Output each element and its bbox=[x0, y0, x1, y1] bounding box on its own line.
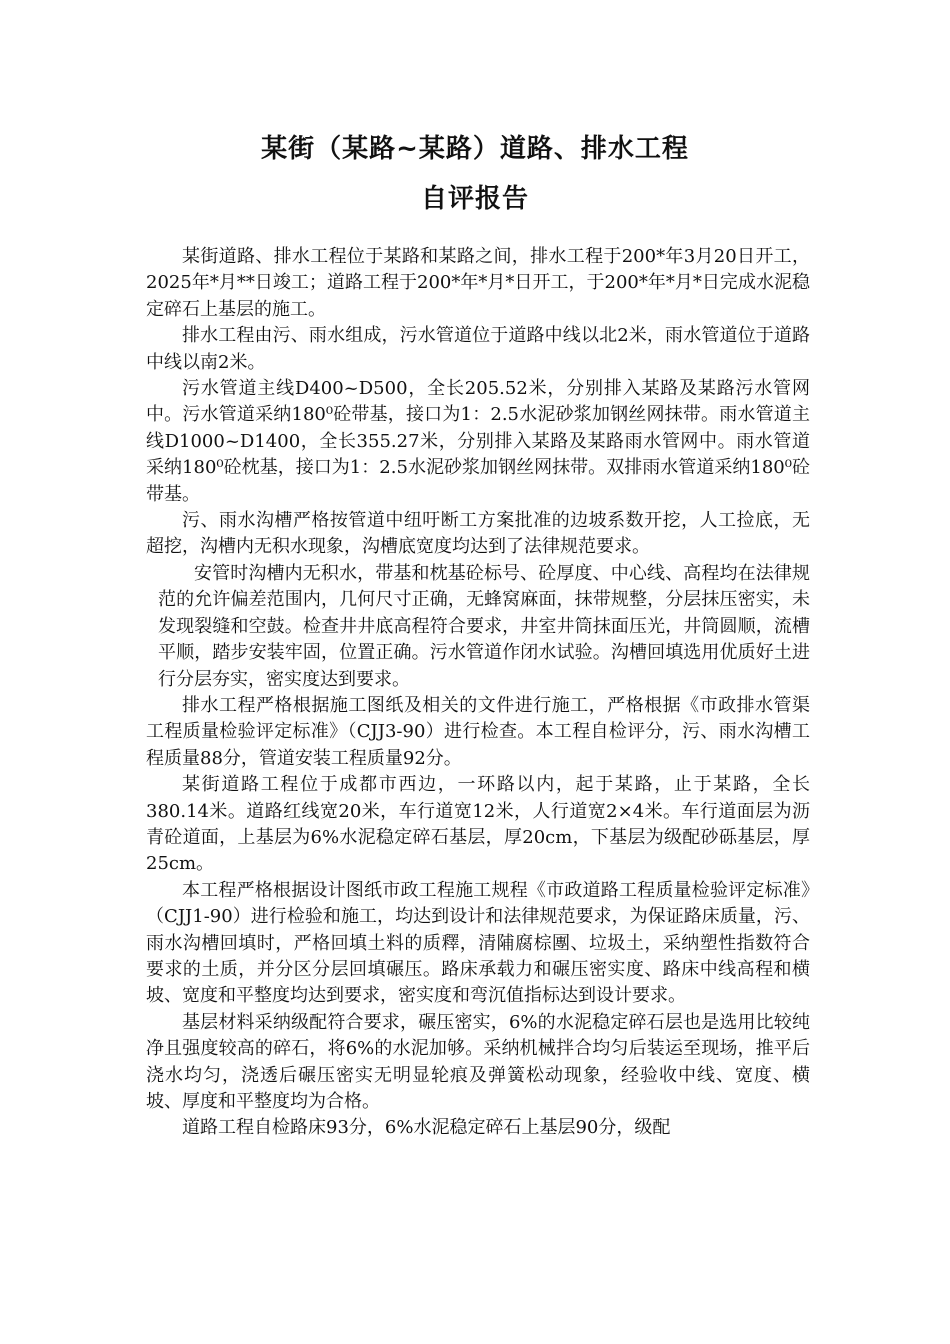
paragraph-drainage-composition: 排水工程由污、雨水组成，污水管道位于道路中线以北2米，雨水管道位于道路中线以南2米。 bbox=[146, 325, 810, 373]
document-subtitle: 自评报告 bbox=[420, 184, 529, 214]
document-title: 某街（某路~某路）道路、排水工程 bbox=[261, 134, 689, 164]
paragraph-road-scores: 道路工程自检路床93分，6%水泥稳定碎石上基层90分，级配 bbox=[182, 1117, 671, 1139]
paragraph-base-materials: 基层材料采纳级配符合要求，碾压密实，6%的水泥稳定碎石层也是选用比较纯净且强度较高的碎石，将6%的水泥加够。采纳机械拌合均匀后装运至现场，推平后浇水均匀，浇透后碾压密实无明显轮痕及弹簧松动现象，经验收中线、宽度、横坡、厚度和平整度均为合格。 bbox=[146, 1011, 810, 1112]
paragraph-pipe-specs: 污水管道主线D400~D500，全长205.52米，分别排入某路及某路污水管网中。污水管道采纳180⁰砼带基，接口为1：2.5水泥砂浆加钢丝网抹带。雨水管道主线D1000~D1400，全长355.27米，分别排入某路及某路雨水管网中。雨水管道采纳180⁰砼枕基，接口为1：2.5水泥砂浆加钢丝网抹带。双排雨水管道采纳180⁰砼带基。 bbox=[146, 378, 810, 505]
paragraph-road-overview: 某街道路工程位于成都市西边，一环路以内，起于某路，止于某路，全长380.14米。道路红线宽20米，车行道宽12米，人行道宽2×4米。车行道面层为沥青砼道面，上基层为6%水泥稳定碎石基层，厚20cm，下基层为级配砂砾基层，厚25cm。 bbox=[146, 774, 810, 875]
document-body bbox=[146, 244, 810, 1142]
paragraph-drainage-inspection: 排水工程严格根据施工图纸及相关的文件进行施工，严格根据《市政排水管渠工程质量检验评定标准》（CJJ3-90）进行检查。本工程自检评分，污、雨水沟槽工程质量88分，管道安装工程质量92分。 bbox=[146, 694, 810, 769]
paragraph-schedule: 某街道路、排水工程位于某路和某路之间，排水工程于200*年3月20日开工，2025年*月**日竣工；道路工程于200*年*月*日开工，于200*年*月*日完成水泥稳定碎石上基层的施工。 bbox=[146, 246, 810, 320]
paragraph-pipe-installation: 安管时沟槽内无积水，带基和枕基砼标号、砼厚度、中心线、高程均在法律规范的允许偏差范围内，几何尺寸正确，无蜂窝麻面，抹带规整，分层抹压密实，未发现裂缝和空鼓。检查井井底高程符合要求，井室井筒抹面压光，井筒圆顺，流槽平顺，踏步安装牢固，位置正确。污水管道作闭水试验。沟槽回填选用优质好土进行分层夯实，密实度达到要求。 bbox=[158, 562, 810, 690]
paragraph-road-construction: 本工程严格根据设计图纸市政工程施工规程《市政道路工程质量检验评定标准》（CJJ1-90）进行检验和施工，均达到设计和法律规范要求，为保证路床质量，污、雨水沟槽回填时，严格回填土料的质釋，清陠腐棕團、垃圾土，采纳塑性指数符合要求的土质，并分区分层回填碾压。路床承载力和碾压密实度、路床中线高程和横坡、宽度和平整度均达到要求，密实度和弯沉值指标达到设计要求。 bbox=[146, 879, 810, 1007]
paragraph-trench-excavation: 污、雨水沟槽严格按管道中纽吁断工方案批准的边坡系数开挖，人工捡底，无超挖，沟槽内无积水现象，沟槽底宽度均达到了法律规范要求。 bbox=[146, 510, 810, 558]
